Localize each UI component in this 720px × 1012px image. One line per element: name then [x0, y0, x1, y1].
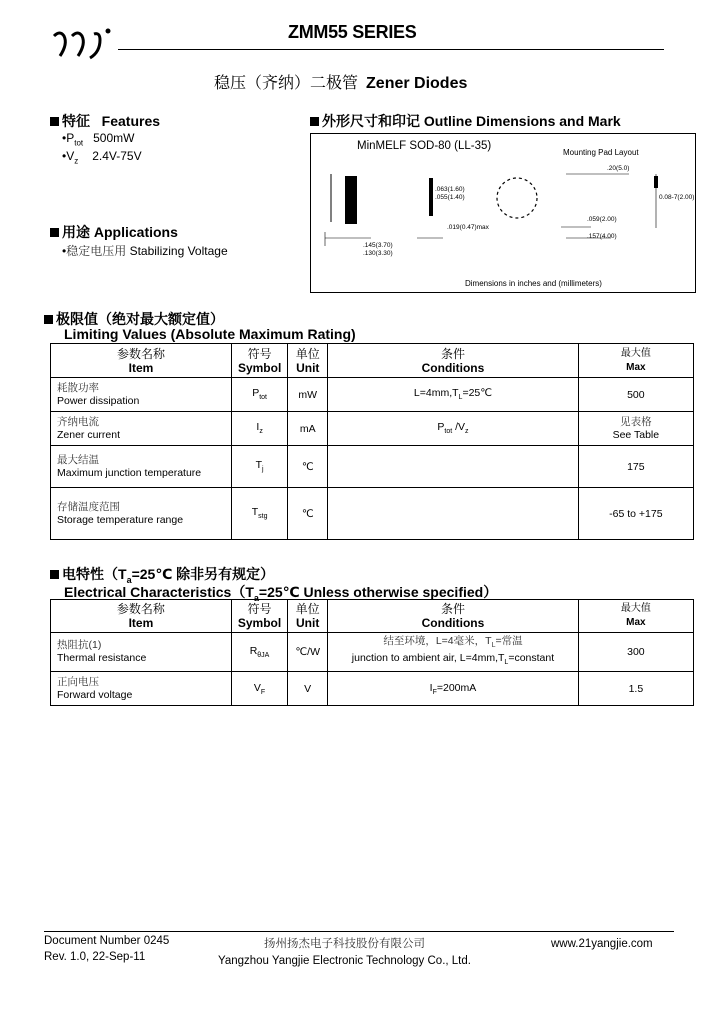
symbol-sub: stg	[258, 513, 268, 521]
bullet-square-icon	[50, 570, 59, 579]
row-unit: mW	[288, 378, 328, 412]
row-symbol	[231, 378, 287, 412]
outline-heading	[310, 111, 621, 131]
feature-item: $•P_{tot}$ 500mW	[62, 131, 135, 148]
cond-sub: L	[458, 394, 463, 402]
row-max: 500	[578, 378, 693, 412]
row-symbol	[231, 412, 287, 446]
header-item-cn: 参数名称	[116, 602, 165, 616]
symbol-main: I	[256, 421, 260, 434]
table-header-row	[51, 600, 694, 633]
row-item	[51, 672, 232, 706]
row-item-en: Power dissipation	[57, 394, 140, 407]
cond-en-tail: =constant	[508, 652, 555, 665]
row-conditions	[328, 378, 578, 412]
row-unit: ℃	[288, 446, 328, 488]
feature-item: $•V_z$ 2.4V-75V	[62, 149, 142, 166]
cond-cn: 结至环境，L=4毫米，T	[383, 635, 492, 647]
electrical-title-cn-a: 电特性（T	[62, 566, 127, 582]
outline-drawing-box	[310, 133, 696, 293]
application-en: Stabilizing Voltage	[129, 244, 228, 258]
row-unit: ℃	[288, 488, 328, 540]
row-conditions	[328, 446, 578, 488]
header-item	[51, 344, 232, 378]
row-max	[578, 412, 693, 446]
symbol-sub: θJA	[257, 652, 270, 660]
website-link[interactable]: www.21yangjie.com	[551, 938, 653, 950]
cond-en: I	[429, 681, 433, 694]
header-item-en: Item	[128, 616, 154, 630]
header-item-cn: 参数名称	[116, 346, 165, 361]
row-item	[51, 488, 232, 540]
row-item-cn: 正向电压	[57, 675, 99, 688]
symbol-sub: z	[259, 428, 263, 436]
header-unit-en: Unit	[296, 616, 320, 630]
header-item	[51, 600, 232, 633]
applications-title-en: Applications	[93, 224, 178, 240]
company-en: Yangzhou Yangjie Electronic Technology Co., Ltd.	[218, 955, 471, 967]
bullet-square-icon	[50, 228, 59, 237]
features-heading	[50, 111, 160, 131]
header-unit	[288, 344, 328, 378]
cond-cn-sub: L	[491, 642, 496, 650]
table-row	[51, 446, 694, 488]
package-drawing	[311, 134, 695, 292]
row-item-cn: 耗散功率	[57, 381, 99, 394]
outline-title-cn: 外形尺寸和印记	[322, 113, 420, 129]
limiting-table	[50, 343, 694, 540]
table-row	[51, 633, 694, 672]
electrical-title-cn-b: =25℃ 除非另有规定）	[131, 566, 275, 582]
symbol-sub: j	[262, 466, 264, 474]
dim-label	[363, 242, 393, 258]
row-conditions	[328, 488, 578, 540]
row-item-en: Forward voltage	[57, 688, 133, 701]
row-symbol	[231, 446, 287, 488]
symbol-sub: F	[260, 688, 266, 696]
row-item	[51, 633, 232, 672]
header-symbol	[231, 344, 287, 378]
header-symbol-en: Symbol	[237, 360, 282, 375]
header-max-en: Max	[626, 361, 646, 373]
cond-tail: /V	[452, 421, 466, 434]
header-cond-cn: 条件	[440, 346, 465, 361]
row-item-en: Zener current	[57, 428, 121, 441]
header-symbol-en: Symbol	[237, 616, 282, 630]
dim-label	[435, 186, 465, 202]
header-symbol-cn: 符号	[247, 602, 272, 616]
header-cond-en: Conditions	[421, 360, 485, 375]
row-item-en: Thermal resistance	[57, 652, 147, 665]
symbol-main: R	[249, 645, 258, 658]
cond-en-sub: L	[504, 659, 509, 667]
electrical-title-en-b: =25℃ Unless otherwise specified）	[258, 584, 498, 600]
dim-footnote: Dimensions in inches and (millimeters)	[465, 279, 602, 288]
header-rule	[118, 49, 664, 50]
bullet-square-icon	[44, 315, 53, 324]
header-symbol	[231, 600, 287, 633]
subtitle-en: Zener Diodes	[366, 75, 468, 92]
table-row	[51, 378, 694, 412]
feature-symbol: V	[66, 149, 75, 163]
dim-d: .145(3.70)	[363, 242, 393, 249]
header-cond-en: Conditions	[421, 616, 485, 630]
bullet-square-icon	[310, 117, 319, 126]
header-cond-cn: 条件	[440, 602, 465, 616]
row-unit: V	[288, 672, 328, 706]
table-row	[51, 412, 694, 446]
row-item	[51, 446, 232, 488]
dim-f: .20(5.0)	[607, 165, 630, 172]
feature-symbol-sub: tot	[74, 138, 84, 148]
symbol-main: P	[252, 387, 260, 400]
row-item	[51, 412, 232, 446]
feature-value: 2.4V-75V	[92, 149, 142, 163]
feature-symbol: P	[66, 131, 75, 145]
header-unit	[288, 600, 328, 633]
footer-rule	[44, 931, 674, 932]
row-conditions	[328, 672, 579, 706]
header-item-en: Item	[128, 360, 154, 375]
cond-main: P	[437, 421, 445, 434]
header-conditions	[328, 600, 579, 633]
symbol-main: T	[255, 459, 263, 472]
company-logo	[50, 26, 120, 62]
row-max-en: See Table	[612, 428, 660, 441]
cond-cn-tail: =常温	[495, 635, 523, 647]
electrical-title-cn-sub: a	[126, 574, 132, 585]
header-max	[578, 600, 693, 633]
row-conditions	[328, 633, 579, 672]
header-max-cn: 最大值	[620, 347, 651, 359]
electrical-title-en-sub: a	[253, 592, 259, 603]
application-cn: 稳定电压用	[66, 244, 127, 258]
package-name: MinMELF SOD-80 (LL-35)	[357, 140, 492, 152]
header-unit-en: Unit	[296, 360, 320, 375]
feature-symbol-sub: z	[74, 156, 79, 166]
row-item-en: Storage temperature range	[57, 513, 184, 526]
series-title: ZMM55 SERIES	[288, 22, 417, 42]
features-title-cn: 特征	[62, 113, 90, 129]
row-max: 300	[578, 633, 693, 672]
table-row	[51, 488, 694, 540]
row-symbol	[231, 672, 287, 706]
cond-tail: =25℃	[462, 387, 493, 400]
applications-heading	[50, 222, 178, 242]
table-row	[51, 672, 694, 706]
row-symbol	[231, 633, 287, 672]
cond-en-sub: F	[432, 688, 437, 696]
header-unit-cn: 单位	[295, 346, 320, 361]
header-unit-cn: 单位	[295, 602, 320, 616]
dim-b: .055(1.40)	[435, 194, 465, 201]
row-item-cn: 最大结温	[57, 453, 99, 466]
header-max	[578, 344, 693, 378]
pad-layout-label: Mounting Pad Layout	[563, 148, 639, 157]
symbol-main: V	[253, 681, 261, 694]
cond-sub: tot	[444, 428, 453, 436]
row-conditions	[328, 412, 578, 446]
feature-value: 500mW	[93, 131, 135, 145]
dim-g: 0.08-7(2.00)	[659, 194, 695, 201]
row-unit: mA	[288, 412, 328, 446]
bullet-square-icon	[50, 117, 59, 126]
row-unit: ℃/W	[288, 633, 328, 672]
row-item-cn: 齐纳电流	[57, 415, 99, 428]
header-conditions	[328, 344, 578, 378]
row-item	[51, 378, 232, 412]
row-symbol	[231, 488, 287, 540]
cond-en-tail: =200mA	[436, 681, 477, 694]
doc-number: Document Number 0245	[44, 935, 170, 947]
limiting-title-cn: 极限值（绝对最大额定值）	[56, 311, 224, 327]
electrical-table	[50, 599, 694, 706]
cond-main: L=4mm,T	[413, 387, 459, 400]
row-item-cn: 热阻抗(1)	[57, 639, 102, 652]
symbol-sub: tot	[259, 394, 268, 402]
electrical-title-en-a: Electrical Characteristics（T	[64, 584, 254, 600]
revision: Rev. 1.0, 22-Sep-11	[44, 951, 146, 963]
outline-title-en: Outline Dimensions and Mark	[423, 113, 621, 129]
application-item: •稳定电压用 Stabilizing Voltage	[62, 244, 228, 258]
cond-tail-sub: z	[465, 428, 469, 436]
company-cn: 扬州扬杰电子科技股份有限公司	[264, 938, 425, 950]
limiting-title-en: Limiting Values (Absolute Maximum Rating)	[64, 326, 356, 342]
header-max-cn: 最大值	[620, 603, 651, 614]
header-symbol-cn: 符号	[247, 346, 272, 361]
dim-a: .063(1.60)	[435, 186, 465, 193]
applications-title-cn: 用途	[62, 224, 90, 240]
dim-h: .059(2.00)	[587, 216, 617, 223]
dim-i: .157(4.00)	[587, 233, 617, 240]
row-max-cn: 见表格	[620, 415, 652, 428]
row-max: -65 to +175	[578, 488, 693, 540]
cond-en: junction to ambient air, L=4mm,T	[351, 652, 505, 665]
subtitle-cn: 稳压（齐纳）二极管	[214, 75, 359, 92]
doc-subtitle	[214, 70, 467, 93]
dim-c: .019(0.47)max	[447, 224, 489, 231]
header-max-en: Max	[626, 617, 646, 628]
symbol-main: T	[251, 506, 259, 519]
row-item-cn: 存储温度范围	[57, 500, 120, 513]
table-header-row	[51, 344, 694, 378]
row-max: 175	[578, 446, 693, 488]
row-max: 1.5	[578, 672, 693, 706]
row-item-en: Maximum junction temperature	[57, 466, 202, 479]
dim-e: .130(3.30)	[363, 250, 393, 257]
features-title-en: Features	[101, 113, 161, 129]
